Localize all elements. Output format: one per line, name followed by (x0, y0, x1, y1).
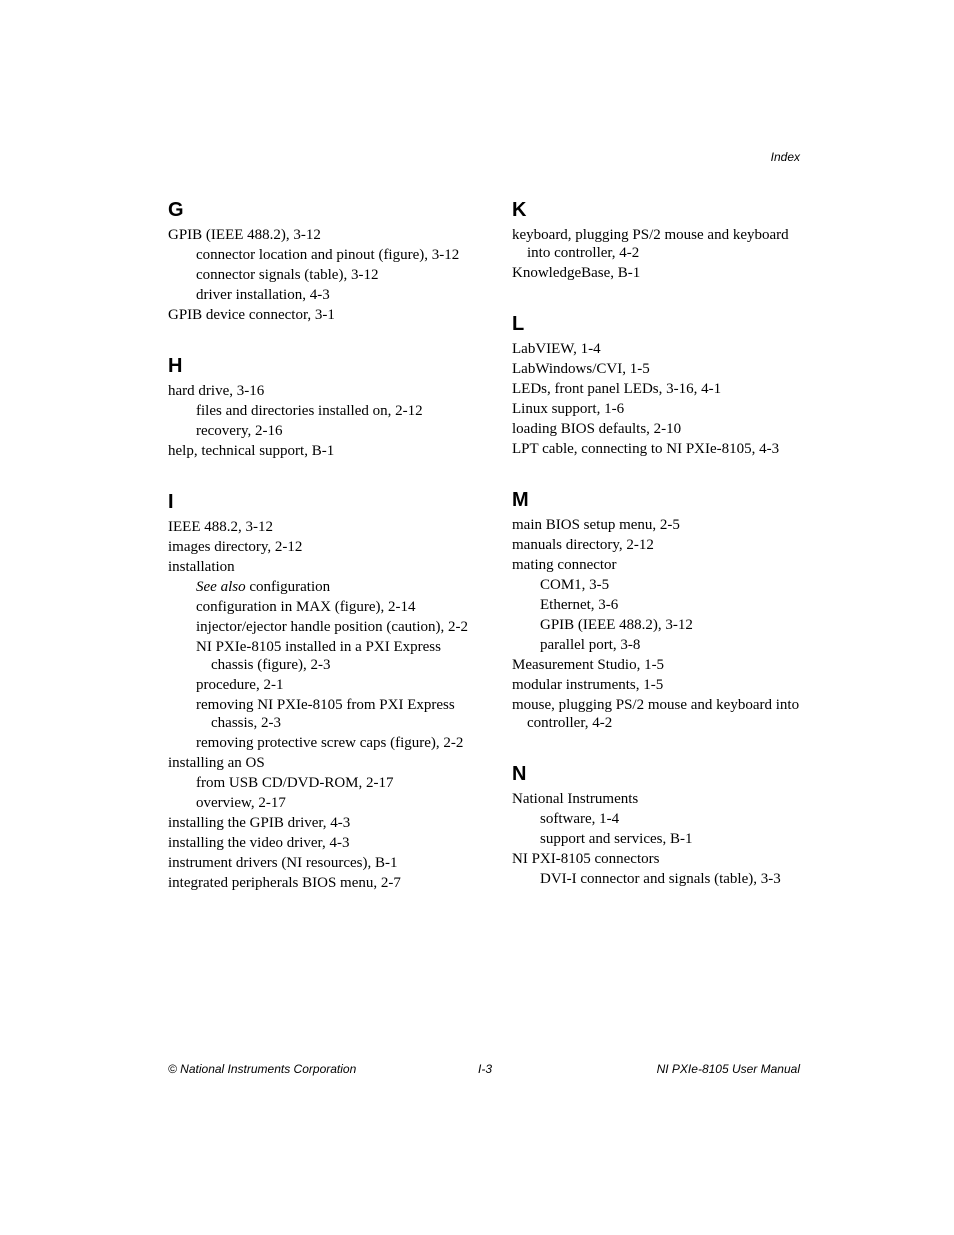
index-entry: hard drive, 3-16 (168, 383, 265, 399)
index-entry: installation (168, 559, 235, 575)
index-entry: installing the video driver, 4-3 (168, 835, 350, 851)
index-subentry: connector signals (table), 3-12 (196, 267, 379, 283)
index-entry: mouse, plugging PS/2 mouse and keyboard into controller, 4-2 (512, 697, 800, 731)
index-entry: loading BIOS defaults, 2-10 (512, 421, 682, 437)
index-section-i (168, 488, 468, 892)
index-entry: NI PXI-8105 connectors (512, 851, 660, 867)
index-entry: help, technical support, B-1 (168, 443, 335, 459)
index-subentry: from USB CD/DVD-ROM, 2-17 (196, 775, 394, 791)
index-subentry-see-also (168, 578, 468, 596)
index-subentry: removing NI PXIe-8105 from PXI Express chassis, 2-3 (196, 697, 455, 731)
index-section-l (512, 310, 812, 458)
index-subentry: configuration in MAX (figure), 2-14 (196, 599, 416, 615)
index-subentry: driver installation, 4-3 (196, 287, 330, 303)
index-entry: installing the GPIB driver, 4-3 (168, 815, 351, 831)
section-letter: G (168, 199, 184, 221)
index-entry: Measurement Studio, 1-5 (512, 657, 665, 673)
index-entry: installing an OS (168, 755, 265, 771)
index-subentry: Ethernet, 3-6 (540, 597, 619, 613)
index-subentry: connector location and pinout (figure), 3-12 (196, 247, 460, 263)
index-entry: mating connector (512, 557, 617, 573)
footer-manual-title: NI PXIe-8105 User Manual (656, 1062, 800, 1076)
index-entry: instrument drivers (NI resources), B-1 (168, 855, 398, 871)
index-section-n (512, 760, 812, 888)
index-entry: LPT cable, connecting to NI PXIe-8105, 4-3 (512, 441, 780, 457)
index-entry: GPIB device connector, 3-1 (168, 307, 335, 323)
index-entry: National Instruments (512, 791, 639, 807)
index-entry: main BIOS setup menu, 2-5 (512, 517, 680, 533)
index-section-g (168, 196, 468, 324)
section-letter: M (512, 489, 529, 511)
index-subentry: GPIB (IEEE 488.2), 3-12 (540, 617, 693, 633)
section-letter: K (512, 199, 527, 221)
index-subentry: DVI-I connector and signals (table), 3-3 (540, 871, 781, 887)
index-subentry: removing protective screw caps (figure), 2-2 (196, 735, 464, 751)
see-also-label: See also (196, 579, 246, 595)
index-section-k (512, 196, 812, 282)
index-subentry: files and directories installed on, 2-12 (196, 403, 423, 419)
index-subentry: software, 1-4 (540, 811, 620, 827)
index-entry: KnowledgeBase, B-1 (512, 265, 641, 281)
section-letter: I (168, 491, 174, 513)
running-head: Index (770, 150, 800, 164)
section-letter: H (168, 355, 183, 377)
index-subentry: COM1, 3-5 (540, 577, 610, 593)
index-entry: integrated peripherals BIOS menu, 2-7 (168, 875, 401, 891)
index-entry: Linux support, 1-6 (512, 401, 625, 417)
index-entry: IEEE 488.2, 3-12 (168, 519, 273, 535)
index-subentry: procedure, 2-1 (196, 677, 284, 693)
footer-page-number: I-3 (478, 1062, 493, 1076)
index-subentry: support and services, B-1 (540, 831, 693, 847)
section-letter: L (512, 313, 525, 335)
index-entry: LabVIEW, 1-4 (512, 341, 601, 357)
index-subentry: NI PXIe-8105 installed in a PXI Express chassis (figure), 2-3 (196, 639, 441, 673)
footer-copyright: © National Instruments Corporation (168, 1062, 357, 1076)
section-letter: N (512, 763, 527, 785)
index-entry: modular instruments, 1-5 (512, 677, 664, 693)
index-subentry: parallel port, 3-8 (540, 637, 641, 653)
index-entry: manuals directory, 2-12 (512, 537, 654, 553)
index-entry: LEDs, front panel LEDs, 3-16, 4-1 (512, 381, 722, 397)
index-entry: keyboard, plugging PS/2 mouse and keyboard into controller, 4-2 (512, 227, 789, 261)
index-section-h (168, 352, 468, 460)
index-subentry: injector/ejector handle position (caution), 2-2 (196, 619, 468, 635)
index-entry: GPIB (IEEE 488.2), 3-12 (168, 227, 321, 243)
index-subentry: overview, 2-17 (196, 795, 286, 811)
index-section-m (512, 486, 812, 732)
index-entry: images directory, 2-12 (168, 539, 303, 555)
index-column-right (512, 196, 812, 916)
index-column-left (168, 196, 468, 920)
index-subentry: recovery, 2-16 (196, 423, 283, 439)
index-entry: LabWindows/CVI, 1-5 (512, 361, 650, 377)
see-also-target: configuration (249, 579, 331, 595)
